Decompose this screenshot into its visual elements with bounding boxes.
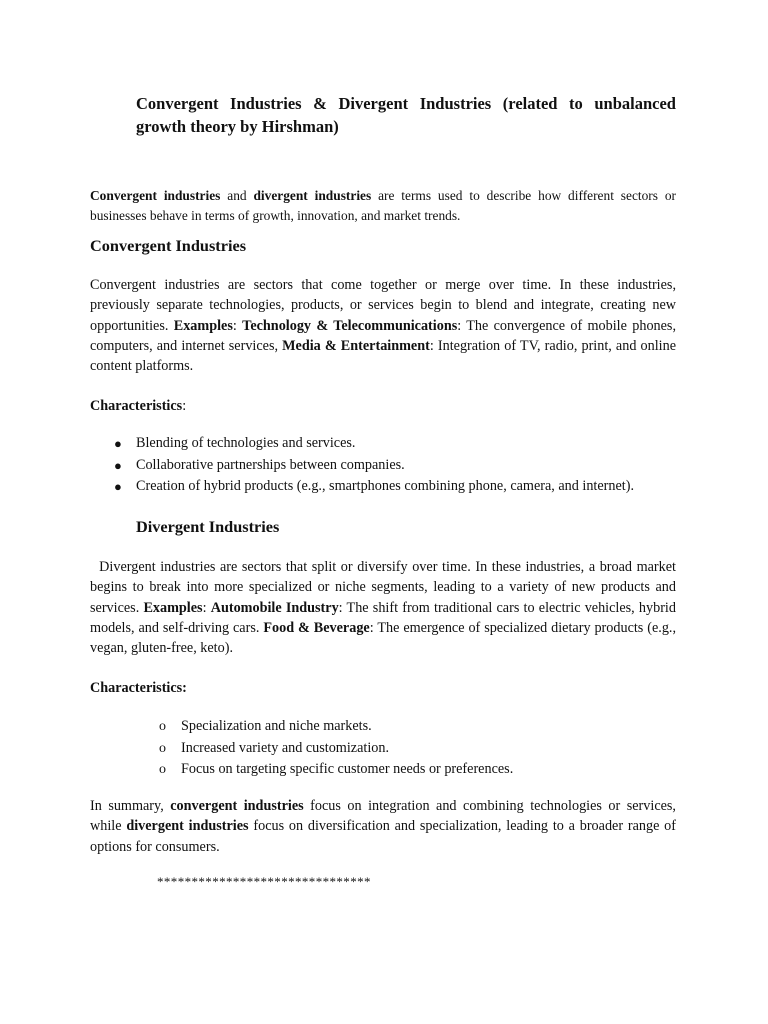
intro-text: are terms used to describe how different sectors or businesses behave in terms of growth, innovation, and market trends.: [90, 188, 677, 223]
bullet-icon: ●: [114, 436, 122, 451]
characteristics-label: Characteristics:: [90, 680, 187, 696]
circle-bullet-icon: o: [159, 740, 166, 756]
examples-label: Examples: [173, 317, 233, 334]
section-divider: *******************************: [157, 874, 371, 889]
summary-paragraph: [90, 796, 676, 857]
paragraph-text: focus on diversification and specialization, leading to a broader range of options for consumers.: [90, 818, 676, 855]
paragraph-text: Convergent industries are sectors that come together or merge over time. In these industries, previously separate technologies, products, or services begin to blend and integrate, creating new opportunities.: [90, 277, 676, 334]
example-text: : The convergence of mobile phones, computers, and internet services,: [90, 317, 676, 354]
list-item: [159, 716, 513, 738]
divergent-paragraph: [90, 557, 676, 658]
list-item-text: Creation of hybrid products (e.g., smartphones combining phone, camera, and internet).: [136, 478, 634, 495]
list-item-text: Blending of technologies and services.: [136, 435, 356, 451]
divergent-characteristics-list: [159, 716, 514, 781]
paragraph-text: Divergent industries are sectors that split or diversify over time. In these industries, a broad market begins to break into more specialized or niche segments, leading to a variety of new products and services.: [90, 559, 676, 616]
circle-bullet-icon: o: [159, 719, 166, 734]
bullet-icon: ●: [114, 479, 122, 495]
separator: :: [232, 317, 243, 334]
colon: :: [182, 398, 187, 414]
list-item-text: Increased variety and customization.: [181, 739, 389, 756]
example-text: : Integration of TV, radio, print, and online content platforms.: [90, 337, 676, 375]
convergent-paragraph: [90, 275, 676, 376]
list-item: [114, 455, 634, 477]
example-text: : The shift from traditional cars to electric vehicles, hybrid models, and self-driving cars.: [90, 599, 676, 636]
circle-bullet-icon: o: [159, 762, 166, 778]
example-label: Food & Beverage: [263, 619, 370, 636]
term-convergent: convergent industries: [170, 798, 304, 814]
divergent-characteristics-label: [90, 678, 187, 698]
list-item: [159, 759, 514, 781]
example-text: : The emergence of specialized dietary products (e.g., vegan, gluten-free, keto).: [90, 619, 677, 657]
term-divergent: divergent industries: [253, 188, 372, 203]
list-item-text: Focus on targeting specific customer needs or preferences.: [181, 761, 514, 778]
convergent-characteristics-label: [90, 396, 186, 416]
example-label: Automobile Industry: [210, 599, 339, 616]
characteristics-label: Characteristics: [90, 398, 183, 414]
bullet-icon: ●: [114, 457, 122, 473]
paragraph-text: In summary,: [90, 798, 171, 814]
paragraph-text: focus on integration and combining technologies or services, while: [90, 798, 676, 835]
convergent-characteristics-list: [114, 433, 634, 498]
term-divergent: divergent industries: [126, 818, 249, 835]
list-item-text: Specialization and niche markets.: [181, 718, 372, 734]
example-label: Media & Entertainment: [282, 337, 430, 354]
list-item: [114, 433, 634, 455]
document-title: Convergent Industries & Divergent Industries (related to unbalanced growth theory by Hirshman): [136, 94, 676, 136]
divergent-heading: Divergent Industries: [136, 517, 280, 536]
convergent-heading: Convergent Industries: [90, 236, 247, 255]
list-item-text: Collaborative partnerships between companies.: [136, 456, 405, 473]
intro-text: and: [220, 188, 254, 203]
example-label: Technology & Telecommunications: [242, 317, 458, 334]
term-convergent: Convergent industries: [90, 188, 221, 203]
examples-label: Examples: [143, 599, 203, 616]
list-item: [114, 476, 634, 498]
separator: :: [202, 599, 211, 616]
intro-paragraph: [90, 186, 676, 225]
list-item: [159, 738, 513, 760]
